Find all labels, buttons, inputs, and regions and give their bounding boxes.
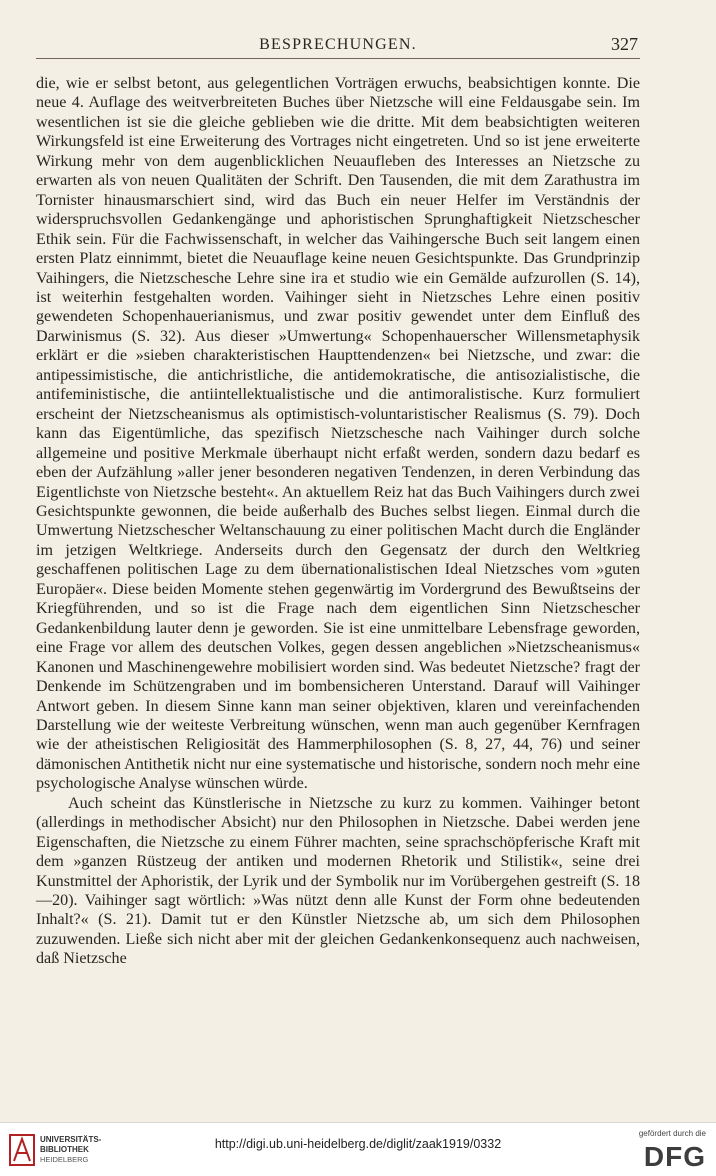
body-text: [36, 74, 640, 969]
dfg-logo: DFG: [643, 1141, 706, 1172]
library-name-line-2: BIBLIOTHEK: [40, 1145, 89, 1154]
paragraph-2: Auch scheint das Künstlerische in Nietzsche zu kurz zu kommen. Vaihinger betont (allerdings in methodischer Absicht) nur den Philosophen in Nietzsche. Dabei werden jene Eigenschaften, die Nietzsche zu einem Führer machten, seine sprachschöpferische Kraft mit dem »ganzen Rüstzeug der antiken und modernen Rhetorik und Stilistik«, seine drei Kunstmittel der Aphoristik, der Lyrik und der Symbolik nur im Vorübergehen gestreift (S. 18—20). Vaihinger sagt wörtlich: »Was nützt denn alle Kunst der Form ohne bedeutenden Inhalt?« (S. 21). Damit tut er den Künstler Nietzsche ab, um sich dem Philosophen zuzuwenden. Ließe sich nicht aber mit der gleichen Gedankenkonsequenz auch nachweisen, daß Nietzsche: [36, 794, 640, 968]
paragraph-1: die, wie er selbst betont, aus gelegentlichen Vorträgen erwuchs, beabsichtigen konnte. Die neue 4. Auflage des weitverbreiteten Buches über Nietzsche will eine Feldausgabe sein. Im wesentlichen ist sie die gleiche geblieben wie die dritte. Mit dem beabsichtigten weiteren Wirkungsfeld ist eine Erweiterung des Vortrages nicht eingetreten. Und so ist jene erweiterte Wirkung mehr von dem augenblicklichen Neuaufleben des Interesses an Nietzsche zu erwarten als von neuen Qualitäten der Schrift. Den Tausenden, die mit dem Zarathustra im Tornister hinausmarschiert sind, wird das Buch ein neuer Helfer im Verständnis der widerspruchsvollen Gedankengänge und aphoristischen Sprunghaftigkeit Nietzschescher Ethik sein. Für die Fachwissenschaft, in welcher das Vaihingersche Buch seit langem einen ersten Platz einnimmt, bietet die Neuauflage keine neuen Gesichtspunkte. Das Grundprinzip Vaihingers, die Nietzschesche Lehre sine ira et studio wie ein Gemälde aufzurollen (S. 14), ist weiterhin festgehalten worden. Vaihinger sieht in Nietzsches Lehre einen positiv gewendeten Schopenhauerianismus, und zwar positiv gewendet unter dem Einfluß des Darwinismus (S. 32). Aus dieser »Umwertung« Schopenhauerscher Willensmetaphysik erklärt er die »sieben charakteristischen Haupttendenzen« bei Nietzsche, und zwar: die antipessimistische, die antichristliche, die antidemokratische, die antisozialistische, die antifeministische, die antiintellektualistische und die antimoralistische. Kurz formuliert erscheint der Nietzscheanismus als optimistisch-voluntaristischer Realismus (S. 79). Doch kann das Eigentümliche, das spezifisch Nietzschesche nach Vaihinger durch solche allgemeine und positive Merkmale überhaupt nicht erfaßt werden, sondern dazu bedarf es eben der Aufzählung »aller jener besonderen negativen Tendenzen, in deren Verbindung das Eigentlichste von Nietzsche besteht«. An aktuellem Reiz hat das Buch Vaihingers durch zwei Gesichtspunkte gewonnen, die beide außerhalb des Buches selbst liegen. Einmal durch die Umwertung Nietzschescher Weltanschauung zu einer politischen Macht durch die Engländer im jetzigen Weltkriege. Anderseits durch den Gegensatz der durch den Weltkrieg geschaffenen politischen Lage zu dem übernationalistischen Ideal Nietzsches vom »guten Europäer«. Diese beiden Momente stehen gegenwärtig im Vordergrund des Bewußtseins der Kriegführenden, und so ist die Frage nach dem eigentlichen Sinn Nietzschescher Gedankenbildung lauter denn je geworden. Sie ist eine unmittelbare Lebensfrage geworden, eine Frage vor allem des deutschen Volkes, gegen dessen angeblichen »Nietzscheanismus« Kanonen und Maschinengewehre mobilisiert worden sind. Was bedeutet Nietzsche? fragt der Denkende im Schützengraben und im bombensicheren Unterstand. Darauf will Vaihinger Antwort geben. In diesem Sinne kann man seiner objektiven, klaren und vereinfachenden Darstellung wie der weiteste Verbreitung wünschen, wenn man auch gegenüber Kernfragen wie der atheistischen Religiosität des Hammerphilosophen (S. 8, 27, 44, 76) und seiner dämonischen Antithetik nicht nur eine systematische und historische, sondern noch mehr eine psychologische Analyse wünschen würde.: [36, 75, 640, 793]
page-number: 327: [611, 34, 638, 54]
page-header: [36, 34, 640, 59]
permalink-url[interactable]: http://digi.ub.uni-heidelberg.de/diglit/zaak1919/0332: [214, 1137, 502, 1151]
library-name-line-1: UNIVERSITÄTS-: [40, 1135, 102, 1144]
viewer-footer: [0, 1122, 716, 1176]
library-name-line-3: HEIDELBERG: [40, 1155, 89, 1164]
funding-note: gefördert durch die: [638, 1129, 706, 1138]
running-head: BESPRECHUNGEN.: [259, 36, 417, 53]
